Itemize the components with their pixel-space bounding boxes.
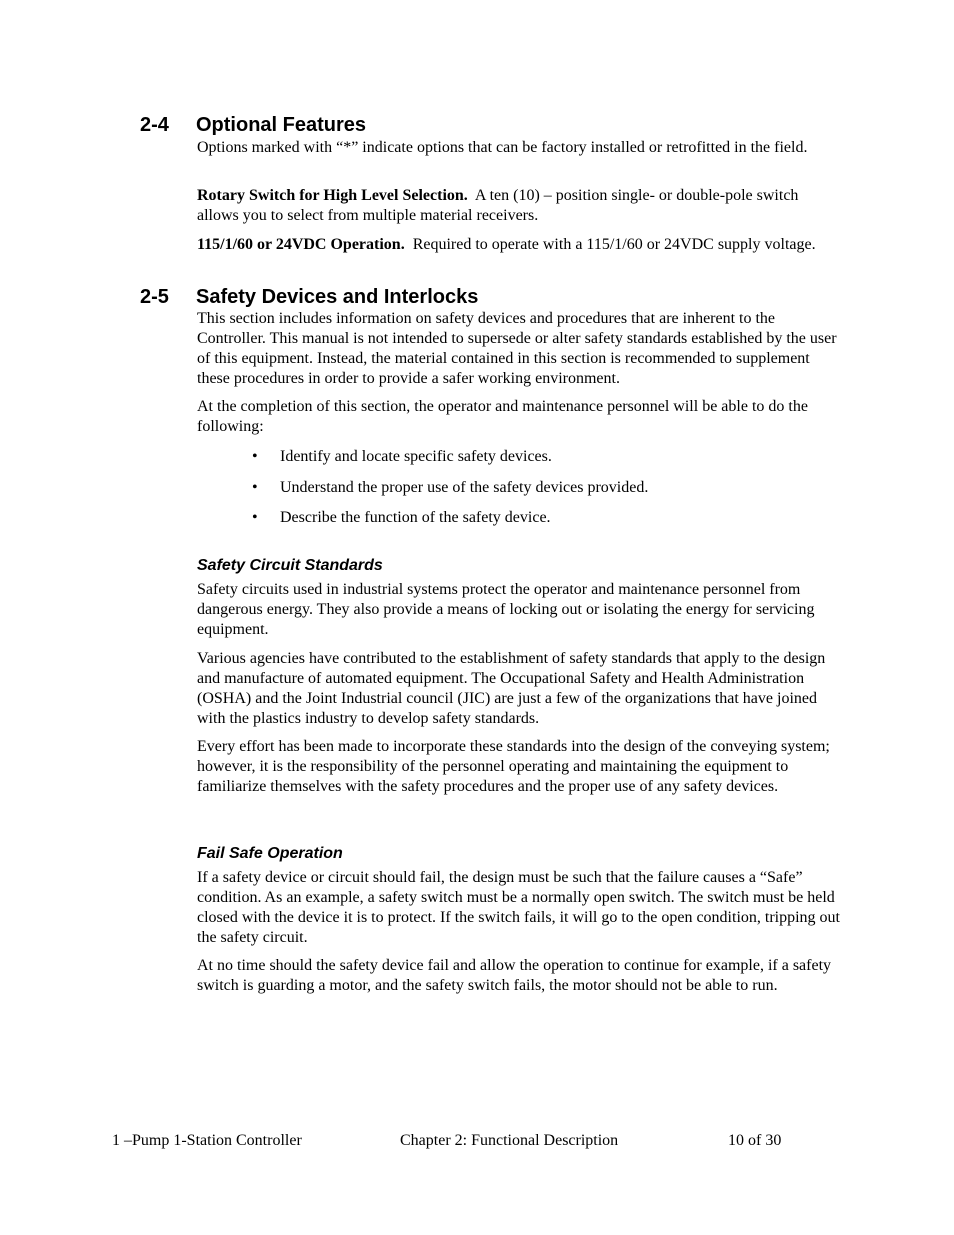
safety-circuit-paragraph-3: Every effort has been made to incorporate these standards into the design of the conveying system; however, it is the responsibility of the personnel operating and maintaining the equipment to familiarize themselves with the safety procedures and the proper use of any safety devices. — [197, 738, 830, 795]
fail-safe-paragraph-2: At no time should the safety device fail and allow the operation to continue for example, if a safety switch is guarding a motor, and the safety switch fails, the motor should not be able to run. — [197, 957, 832, 994]
optional-features-intro: Options marked with “*” indicate options that can be factory installed or retrofitted in the field. — [197, 139, 808, 156]
bullet-dot: • — [252, 448, 258, 465]
footer-page-number: 10 of 30 — [728, 1132, 782, 1149]
bullet-text: Identify and locate specific safety devices. — [280, 448, 552, 465]
safety-devices-paragraph-1: This section includes information on safety devices and procedures that are inherent to the Controller. This manual is not intended to supersede or alter safety standards established by the user of this equipment. Instead, the material contained in this section is recommended to supplement these procedures in order to provide a safer working environment. — [197, 310, 837, 387]
subheading-safety-circuit-standards: Safety Circuit Standards — [197, 557, 383, 574]
bullet-dot: • — [252, 509, 258, 526]
section-number: 2-5 — [140, 286, 169, 308]
fail-safe-paragraph-1: If a safety device or circuit should fail, the design must be such that the failure causes a “Safe” condition. As an example, a safety switch must be a normally open switch. The switch must be held closed with the device it is to protect. If the switch fails, it will go to the open condition, tripping out the safety circuit. — [197, 869, 840, 946]
safety-devices-paragraph-2: At the completion of this section, the operator and maintenance personnel will be able to do the following: — [197, 398, 808, 435]
rotary-switch-paragraph — [197, 186, 842, 226]
operation-paragraph — [197, 235, 842, 255]
safety-circuit-paragraph-2: Various agencies have contributed to the establishment of safety standards that apply to the design and manufacture of automated equipment. The Occupational Safety and Health Administration (OSHA) and the Joint Industrial council (JIC) are just a few of the organizations that have joined with the plastics industry to develop safety standards. — [197, 650, 826, 727]
footer-document-title: 1 –Pump 1-Station Controller — [112, 1132, 302, 1149]
section-heading-2-4 — [140, 114, 366, 136]
operation-label: 115/1/60 or 24VDC Operation. — [197, 236, 405, 253]
rotary-switch-text: A ten (10) – position single- or double-pole switch allows you to select from multiple material receivers. — [197, 187, 799, 224]
footer-chapter: Chapter 2: Functional Description — [400, 1132, 619, 1149]
bullet-item — [252, 478, 648, 498]
section-title: Safety Devices and Interlocks — [196, 286, 479, 308]
safety-circuit-paragraph-1: Safety circuits used in industrial systems protect the operator and maintenance personnel from dangerous energy. They also provide a means of locking out or isolating the energy for servicing equipment. — [197, 581, 815, 638]
bullet-text: Understand the proper use of the safety devices provided. — [280, 479, 649, 496]
section-number: 2-4 — [140, 114, 169, 136]
bullet-text: Describe the function of the safety device. — [280, 509, 551, 526]
rotary-switch-label: Rotary Switch for High Level Selection. — [197, 187, 468, 204]
bullet-item — [252, 447, 552, 467]
section-title: Optional Features — [196, 114, 367, 136]
operation-text: Required to operate with a 115/1/60 or 24VDC supply voltage. — [412, 236, 816, 253]
bullet-dot: • — [252, 479, 258, 496]
section-heading-2-5 — [140, 286, 478, 308]
bullet-item — [252, 508, 551, 528]
subheading-fail-safe-operation: Fail Safe Operation — [197, 845, 343, 862]
